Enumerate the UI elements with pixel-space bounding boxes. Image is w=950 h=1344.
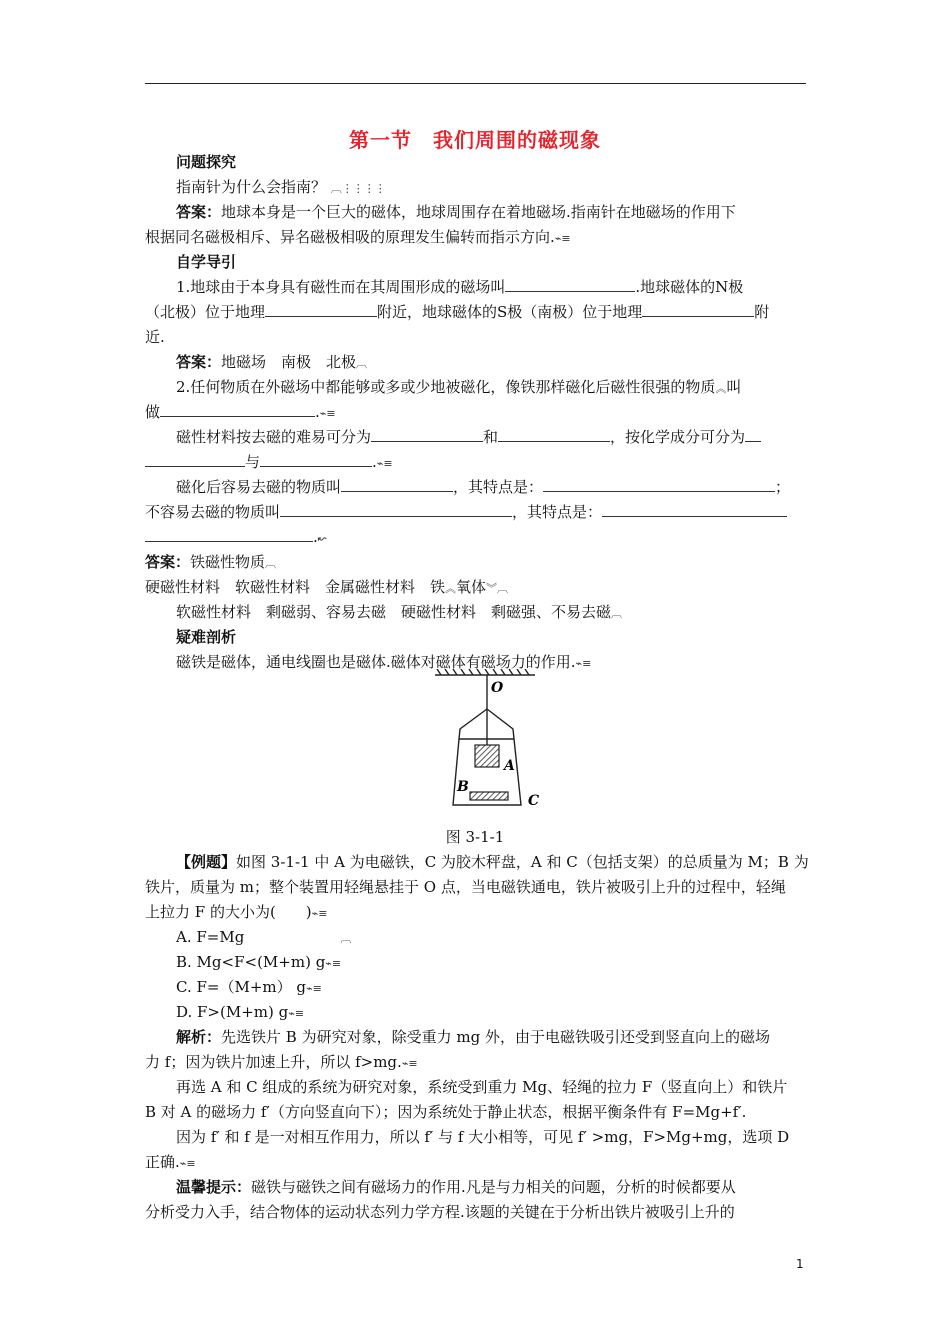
annotation-mark: ︾︹ [486, 582, 509, 595]
annotation-mark: ⌁≡ [325, 957, 342, 970]
question-text: 磁化后容易去磁的物质叫 [176, 478, 342, 496]
fill-blank [543, 477, 775, 492]
question-text: 磁性材料按去磁的难易可分为 [176, 428, 372, 446]
fill-blank [145, 452, 245, 467]
question-text: 1.地球由于本身具有磁性而在其周围形成的磁场叫 [176, 278, 506, 296]
guide-answer-2-line3 [176, 602, 622, 624]
answer-text: 铁磁性物质 [190, 553, 266, 571]
annotation-mark: ⌁≡ [305, 982, 322, 995]
answer-label: 答案： [145, 553, 191, 571]
question-text: 叫 [726, 378, 742, 396]
section-heading-guide: 自学导引 [176, 253, 237, 271]
analysis-line6 [145, 1152, 196, 1174]
label-a: A [504, 758, 515, 774]
fill-blank [260, 452, 372, 467]
answer-text: 氧体 [456, 578, 487, 596]
question-text: ，其特点是： [453, 478, 544, 496]
annotation-mark: ︹ [356, 357, 368, 370]
tip-line2: 分析受力入手，结合物体的运动状态列力学方程.该题的关键在于分析出铁片被吸引上升的 [145, 1203, 735, 1221]
option-a [176, 927, 351, 949]
inquiry-question [176, 177, 386, 199]
analysis-line4: B 对 A 的磁场力 f′（方向竖直向下）；因为系统处于静止状态，根据平衡条件有 F=Mg+f′. [145, 1103, 747, 1121]
label-o: O [491, 680, 504, 696]
guide-q3-line2 [145, 452, 393, 474]
label-b: B [457, 779, 469, 795]
fill-blank [160, 402, 315, 417]
question-text: 附近，地球磁体的S极（南极）位于地理 [377, 303, 643, 321]
electromagnet-a [475, 745, 499, 767]
annotation-mark: ⌁≡ [554, 232, 571, 245]
tip-label: 温馨提示： [176, 1178, 252, 1196]
annotation-mark: ⌁≡ [319, 407, 336, 420]
analysis-line3: 再选 A 和 C 组成的系统为研究对象，系统受到重力 Mg、轻绳的拉力 F（竖直向上）和铁片 [176, 1078, 788, 1096]
answer-text: 地球本身是一个巨大的磁体，地球周围存在着地磁场.指南针在地磁场的作用下 [221, 203, 736, 221]
fill-blank [505, 277, 635, 292]
answer-label: 答案： [176, 203, 222, 221]
question-text: ，按化学成分可分为 [610, 428, 746, 446]
annotation-mark: ⌁≡ [311, 907, 328, 920]
annotation-mark: ⌁≡ [288, 1007, 305, 1020]
guide-answer-2-line1 [145, 552, 276, 574]
guide-q4-line2 [145, 502, 787, 522]
guide-q1-line1 [176, 277, 743, 297]
fill-blank [745, 427, 761, 442]
guide-answer-1 [176, 352, 367, 374]
section-heading-analysis: 疑难剖析 [176, 628, 237, 646]
annotation-mark: ⌁≡ [575, 657, 592, 670]
figure-caption: 图 3-1-1 [445, 828, 505, 846]
example-line3 [145, 902, 328, 924]
tip-line1 [176, 1177, 736, 1197]
analysis-line2 [145, 1052, 418, 1074]
figure-3-1-1 [425, 669, 545, 811]
question-text: 与 [245, 453, 261, 471]
paragraph-text: 力 f；因为铁片加速上升，所以 f>mg. [145, 1053, 402, 1071]
label-c: C [528, 793, 540, 809]
paragraph-text: 如图 3-1-1 中 A 为电磁铁，C 为胶木秤盘，A 和 C（包括支架）的总质量为 M；B 为 [236, 853, 809, 871]
annotation-mark: ⌁≡ [179, 1157, 196, 1170]
question-text: 和 [483, 428, 499, 446]
annotation-mark: ︹ [340, 932, 352, 945]
annotation-mark: ︹ [611, 607, 623, 620]
fill-blank [498, 427, 610, 442]
paragraph-text: 磁铁与磁铁之间有磁场力的作用.凡是与力相关的问题，分析的时候都要从 [251, 1178, 736, 1196]
fill-blank [341, 477, 453, 492]
annotation-mark: ︽ [715, 382, 727, 395]
question-text: 2.任何物质在外磁场中都能够或多或少地被磁化，像铁那样磁化后磁性很强的物质 [176, 378, 716, 396]
question-text: 做 [145, 403, 161, 421]
question-text: . [313, 528, 318, 546]
answer-text: 硬磁性材料 软磁性材料 金属磁性材料 铁 [145, 578, 446, 596]
guide-q4-line3 [145, 527, 327, 549]
question-text: . [372, 453, 377, 471]
ceiling-hatch [437, 669, 529, 675]
example-line1 [176, 852, 809, 872]
annotation-mark: ︹ [265, 557, 277, 570]
answer-text: 软磁性材料 剩磁弱、容易去磁 硬磁性材料 剩磁强、不易去磁 [176, 603, 612, 621]
annotation-mark: ↜ [317, 532, 327, 545]
answer-label: 答案： [176, 353, 222, 371]
answer-text: 根据同名磁极相斥、异名磁极相吸的原理发生偏转而指示方向. [145, 228, 555, 246]
guide-q3-line1 [176, 427, 761, 447]
header-rule [145, 83, 806, 84]
paragraph-text: 上拉力 F 的大小为( ) [145, 903, 312, 921]
example-label: 【例题】 [176, 853, 237, 871]
question-text: 附 [754, 303, 770, 321]
question-text: 指南针为什么会指南？ [176, 178, 327, 196]
answer-text: 地磁场 南极 北极 [221, 353, 357, 371]
analysis-line1 [176, 1027, 770, 1047]
fill-blank [642, 302, 754, 317]
paragraph-text: 先选铁片 B 为研究对象，除受重力 mg 外，由于电磁铁吸引还受到竖直向上的磁场 [221, 1028, 770, 1046]
analysis-label: 解析： [176, 1028, 222, 1046]
page-title: 第一节 我们周围的磁现象 [349, 128, 601, 152]
question-text: （北极）位于地理 [145, 303, 266, 321]
guide-q4-line1 [176, 477, 790, 497]
option-text: B. Mg<F<(M+m) g [176, 953, 326, 971]
section-heading-inquiry: 问题探究 [176, 153, 237, 171]
question-text: . [315, 403, 320, 421]
question-text: ； [775, 478, 791, 496]
option-b [176, 952, 341, 974]
paragraph-text: 正确. [145, 1153, 180, 1171]
fill-blank [602, 502, 787, 517]
fill-blank [145, 527, 313, 542]
guide-q2-line2 [145, 402, 336, 424]
annotation-mark: ⌁≡ [376, 457, 393, 470]
fill-blank [265, 302, 377, 317]
analysis-line5: 因为 f′ 和 f 是一对相互作用力，所以 f′ 与 f 大小相等，可见 f′ >mg，F>Mg+mg，选项 D [176, 1128, 790, 1146]
option-text: D. F>(M+m) g [176, 1003, 289, 1021]
fill-blank [280, 502, 512, 517]
annotation-mark: ︽ [445, 582, 457, 595]
question-text: 不容易去磁的物质叫 [145, 503, 281, 521]
annotation-mark: ⌁≡ [401, 1057, 418, 1070]
question-text: ，其特点是： [512, 503, 603, 521]
option-text: C. F=（M+m） g [176, 978, 306, 996]
iron-plate-b [470, 792, 508, 800]
inquiry-answer-line2 [145, 227, 571, 249]
option-d [176, 1002, 304, 1024]
option-c [176, 977, 322, 999]
fill-blank [371, 427, 483, 442]
guide-answer-2-line2 [145, 577, 508, 599]
inquiry-answer-line1 [176, 202, 736, 222]
guide-q1-line3: 近. [145, 328, 165, 346]
annotation-mark: ︹⋮⋮⋮⋮ [330, 182, 386, 195]
guide-q1-line2 [145, 302, 769, 322]
option-text: A. F=Mg [176, 928, 245, 946]
paragraph-text: 磁铁是磁体，通电线圈也是磁体.磁体对磁体有磁场力的作用. [176, 653, 576, 671]
question-text: .地球磁体的N极 [635, 278, 744, 296]
example-line2: 铁片，质量为 m；整个装置用轻绳悬挂于 O 点，当电磁铁通电，铁片被吸引上升的过程中，轻绳 [145, 878, 786, 896]
page-number: 1 [796, 1257, 804, 1271]
guide-q2-line1 [176, 377, 741, 399]
